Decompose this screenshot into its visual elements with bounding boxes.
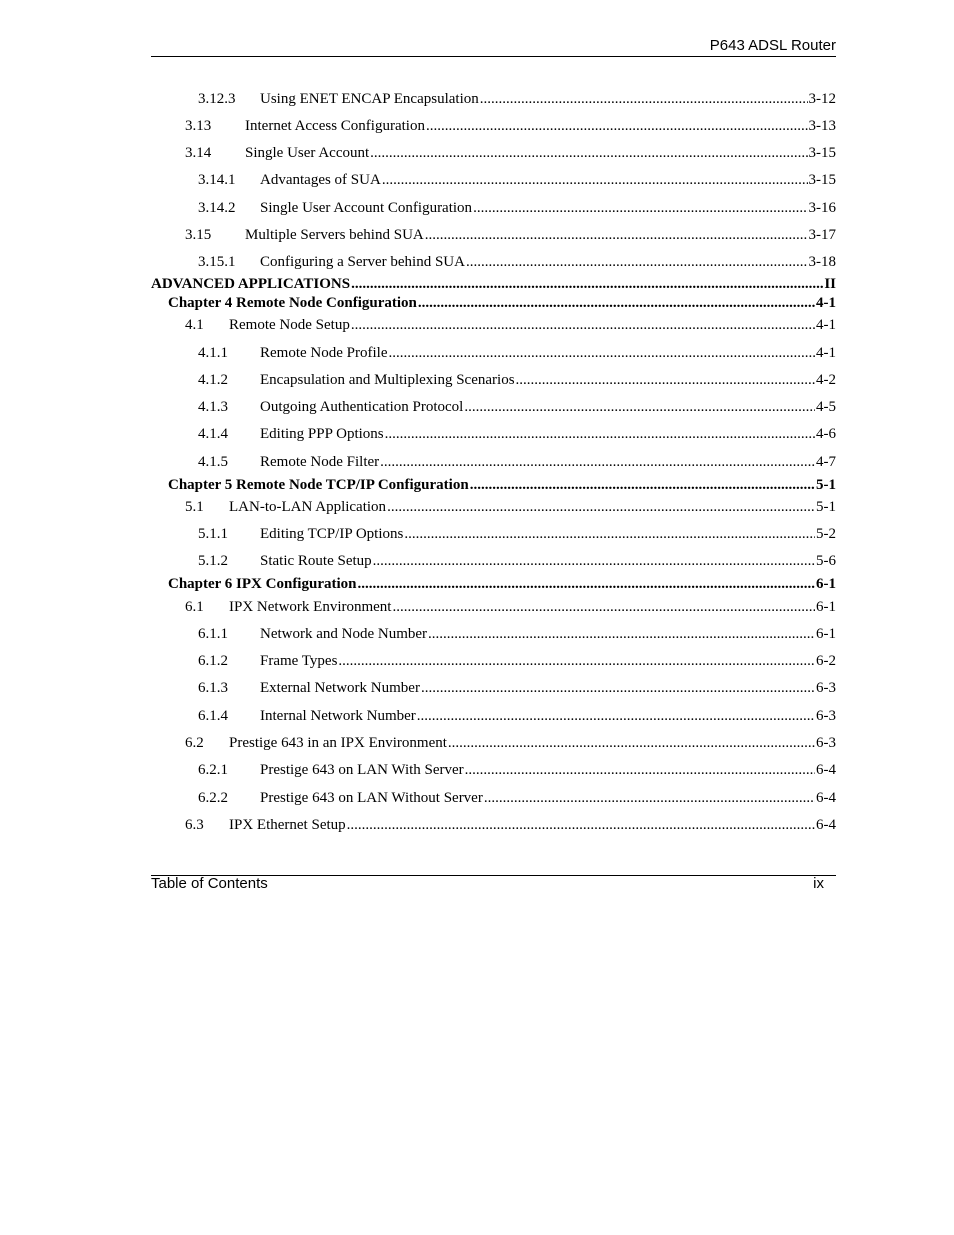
toc-entry-number: 6.1.1 <box>198 626 228 642</box>
toc-entry-page: 4-6 <box>816 426 836 442</box>
toc-entry-title: IPX Network Environment <box>229 599 392 615</box>
toc-entry-title: Chapter 4 Remote Node Configuration <box>168 295 417 311</box>
toc-entry-page: 6-3 <box>816 680 836 696</box>
toc-leader-dots <box>370 144 807 162</box>
toc-entry[interactable] <box>151 453 836 471</box>
toc-entry-page: 6-4 <box>816 762 836 778</box>
toc-entry-page: 4-1 <box>816 295 836 311</box>
toc-entry-number: 3.15.1 <box>198 254 236 270</box>
toc-entry-number: 3.14.1 <box>198 172 236 188</box>
toc-entry[interactable] <box>151 398 836 416</box>
toc-entry-page: 6-1 <box>816 576 836 592</box>
running-footer-title: Table of Contents <box>151 875 268 892</box>
toc-entry-title: Static Route Setup <box>260 553 372 569</box>
toc-entry-page: 6-4 <box>816 790 836 806</box>
toc-entry-page: 5-6 <box>816 553 836 569</box>
toc-entry[interactable] <box>151 171 836 189</box>
toc-entry-title: LAN-to-LAN Application <box>229 499 387 515</box>
toc-entry-number: 5.1.2 <box>198 553 228 569</box>
toc-entry-page: 3-18 <box>808 254 836 270</box>
toc-leader-dots <box>470 476 815 494</box>
toc-entry-page: 4-1 <box>816 317 836 333</box>
toc-entry[interactable] <box>151 117 836 135</box>
toc-entry-number: 4.1.2 <box>198 372 228 388</box>
toc-entry[interactable] <box>151 707 836 725</box>
toc-entry-page: 6-3 <box>816 735 836 751</box>
toc-entry[interactable] <box>151 425 836 443</box>
toc-chapter-heading[interactable] <box>151 575 836 593</box>
toc-entry-page: 3-13 <box>808 118 836 134</box>
toc-leader-dots <box>382 171 808 189</box>
toc-entry-title: Single User Account Configuration <box>260 200 473 216</box>
toc-entry-title: Prestige 643 on LAN With Server <box>260 762 464 778</box>
toc-entry-number: 6.1.2 <box>198 653 228 669</box>
toc-part-heading[interactable] <box>151 275 836 293</box>
toc-leader-dots <box>418 294 815 312</box>
toc-entry-page: 4-2 <box>816 372 836 388</box>
toc-entry[interactable] <box>151 371 836 389</box>
toc-entry-page: 6-1 <box>816 599 836 615</box>
toc-entry-number: 4.1.1 <box>198 345 228 361</box>
toc-leader-dots <box>465 761 815 779</box>
toc-entry-title: Outgoing Authentication Protocol <box>260 399 464 415</box>
toc-entry-title: Internal Network Number <box>260 708 416 724</box>
toc-leader-dots <box>373 552 815 570</box>
toc-entry[interactable] <box>151 789 836 807</box>
toc-entry-page: 3-15 <box>808 145 836 161</box>
toc-leader-dots <box>473 199 807 217</box>
toc-entry-page: 5-1 <box>816 477 836 493</box>
toc-entry-title: Prestige 643 in an IPX Environment <box>229 735 447 751</box>
toc-leader-dots <box>484 789 815 807</box>
toc-entry-title: Single User Account <box>245 145 370 161</box>
toc-leader-dots <box>466 253 808 271</box>
toc-leader-dots <box>464 398 815 416</box>
running-header: P643 ADSL Router <box>709 37 836 54</box>
toc-entry-page: 3-12 <box>808 91 836 107</box>
toc-entry-page: 4-7 <box>816 454 836 470</box>
toc-leader-dots <box>404 525 815 543</box>
toc-entry[interactable] <box>151 226 836 244</box>
toc-leader-dots <box>357 575 815 593</box>
toc-entry[interactable] <box>151 344 836 362</box>
toc-entry-title: Internet Access Configuration <box>245 118 425 134</box>
toc-leader-dots <box>421 679 815 697</box>
toc-leader-dots <box>426 117 808 135</box>
toc-entry[interactable] <box>151 316 836 334</box>
toc-entry-page: 6-3 <box>816 708 836 724</box>
toc-entry-number: 6.2.2 <box>198 790 228 806</box>
toc-entry-page: 5-1 <box>816 499 836 515</box>
toc-entry-number: 3.12.3 <box>198 91 236 107</box>
toc-entry-title: Editing TCP/IP Options <box>260 526 404 542</box>
toc-entry-title: Advantages of SUA <box>260 172 381 188</box>
toc-entry-number: 4.1.5 <box>198 454 228 470</box>
toc-chapter-heading[interactable] <box>151 476 836 494</box>
table-of-contents <box>151 0 836 1235</box>
toc-entry-number: 4.1.4 <box>198 426 228 442</box>
toc-entry-number: 6.2.1 <box>198 762 228 778</box>
toc-entry-title: Editing PPP Options <box>260 426 384 442</box>
toc-entry-title: Configuring a Server behind SUA <box>260 254 465 270</box>
toc-entry-page: II <box>824 276 836 292</box>
toc-leader-dots <box>388 344 815 362</box>
toc-chapter-heading[interactable] <box>151 294 836 312</box>
toc-entry[interactable] <box>151 525 836 543</box>
toc-entry-title: Frame Types <box>260 653 338 669</box>
toc-entry-number: 4.1 <box>185 317 204 333</box>
toc-entry-title: Chapter 6 IPX Configuration <box>168 576 357 592</box>
toc-entry[interactable] <box>151 761 836 779</box>
toc-entry-title: Remote Node Setup <box>229 317 350 333</box>
toc-entry-title: Prestige 643 on LAN Without Server <box>260 790 483 806</box>
toc-entry-page: 4-5 <box>816 399 836 415</box>
toc-entry-title: IPX Ethernet Setup <box>229 817 346 833</box>
toc-entry[interactable] <box>151 625 836 643</box>
toc-entry-number: 5.1 <box>185 499 204 515</box>
toc-entry[interactable] <box>151 679 836 697</box>
toc-entry[interactable] <box>151 652 836 670</box>
toc-leader-dots <box>347 816 815 834</box>
toc-entry-page: 6-1 <box>816 626 836 642</box>
toc-leader-dots <box>351 316 815 334</box>
toc-entry[interactable] <box>151 734 836 752</box>
toc-entry[interactable] <box>151 199 836 217</box>
toc-leader-dots <box>338 652 815 670</box>
toc-leader-dots <box>351 275 823 293</box>
toc-entry[interactable] <box>151 144 836 162</box>
toc-entry-title: External Network Number <box>260 680 420 696</box>
toc-leader-dots <box>448 734 815 752</box>
toc-entry-title: Remote Node Profile <box>260 345 388 361</box>
toc-entry[interactable] <box>151 253 836 271</box>
toc-entry-number: 6.1.4 <box>198 708 228 724</box>
toc-leader-dots <box>480 90 808 108</box>
toc-entry-page: 6-2 <box>816 653 836 669</box>
toc-leader-dots <box>380 453 815 471</box>
toc-entry-page: 6-4 <box>816 817 836 833</box>
toc-leader-dots <box>425 226 808 244</box>
toc-entry-number: 5.1.1 <box>198 526 228 542</box>
toc-entry-title: Multiple Servers behind SUA <box>245 227 424 243</box>
toc-entry-page: 3-17 <box>808 227 836 243</box>
page-number: ix <box>813 875 824 892</box>
toc-entry-number: 3.13 <box>185 118 212 134</box>
toc-entry[interactable] <box>151 498 836 516</box>
toc-entry-number: 3.14 <box>185 145 212 161</box>
toc-leader-dots <box>417 707 815 725</box>
toc-entry-page: 5-2 <box>816 526 836 542</box>
toc-leader-dots <box>516 371 815 389</box>
toc-entry-number: 3.15 <box>185 227 212 243</box>
toc-entry-title: Chapter 5 Remote Node TCP/IP Configuration <box>168 477 469 493</box>
toc-entry-number: 3.14.2 <box>198 200 236 216</box>
toc-leader-dots <box>387 498 815 516</box>
toc-entry-number: 6.1 <box>185 599 204 615</box>
toc-entry-number: 4.1.3 <box>198 399 228 415</box>
toc-entry[interactable] <box>151 598 836 616</box>
toc-entry-page: 3-16 <box>808 200 836 216</box>
toc-entry-page: 4-1 <box>816 345 836 361</box>
toc-leader-dots <box>428 625 815 643</box>
toc-entry-title: ADVANCED APPLICATIONS <box>151 276 351 292</box>
toc-entry[interactable] <box>151 90 836 108</box>
toc-leader-dots <box>392 598 815 616</box>
toc-entry-page: 3-15 <box>808 172 836 188</box>
toc-entry-title: Remote Node Filter <box>260 454 380 470</box>
toc-entry-title: Using ENET ENCAP Encapsulation <box>260 91 479 107</box>
toc-entry-title: Network and Node Number <box>260 626 428 642</box>
toc-entry-number: 6.2 <box>185 735 204 751</box>
toc-entry-number: 6.1.3 <box>198 680 228 696</box>
toc-entry-title: Encapsulation and Multiplexing Scenarios <box>260 372 515 388</box>
toc-entry-number: 6.3 <box>185 817 204 833</box>
toc-leader-dots <box>385 425 815 443</box>
toc-entry[interactable] <box>151 552 836 570</box>
toc-entry[interactable] <box>151 816 836 834</box>
